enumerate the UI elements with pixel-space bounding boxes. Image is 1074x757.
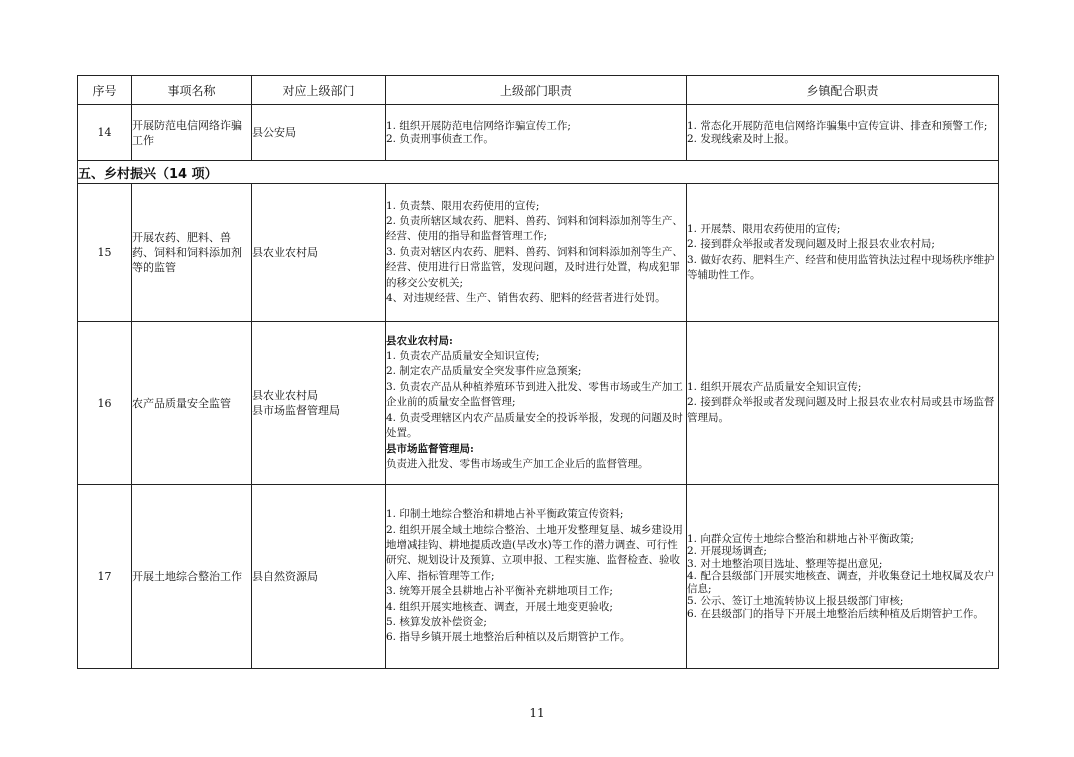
town-line: 2. 接到群众举报或者发现问题及时上报县农业农村局; xyxy=(687,238,935,251)
row-number: 14 xyxy=(78,105,132,161)
town-line: 1. 开展禁、限用农药使用的宣传; xyxy=(687,222,841,235)
item-name: 开展土地综合整治工作 xyxy=(132,485,252,669)
header-item-name: 事项名称 xyxy=(132,76,252,105)
item-name: 开展防范电信网络诈骗工作 xyxy=(132,105,252,161)
dept-name: 县公安局 xyxy=(252,105,386,161)
header-no: 序号 xyxy=(78,76,132,105)
duty-line: 1. 负责禁、限用农药使用的宣传; xyxy=(386,199,540,212)
duty-line: 2. 制定农产品质量安全突发事件应急预案; xyxy=(386,365,582,378)
table-row xyxy=(78,105,999,161)
duty-line: 3. 负责对辖区内农药、肥料、兽药、饲料和饲料添加剂等生产、经营、使用进行日常监管，发现问题，及时进行处置，构成犯罪的移交公安机关; xyxy=(386,245,683,289)
duty-subheading: 县市场监督管理局: xyxy=(386,442,474,455)
row-number: 15 xyxy=(78,184,132,322)
town-line: 6. 在县级部门的指导下开展土地整治后续种植及后期管护工作。 xyxy=(687,607,984,620)
duty-line: 3. 负责农产品从种植养殖环节到进入批发、零售市场或生产加工企业前的质量安全监督管理; xyxy=(386,380,683,409)
table-header-row xyxy=(78,76,999,105)
dept-duty xyxy=(386,322,687,485)
dept-duty xyxy=(386,184,687,322)
duty-line: 负责进入批发、零售市场或生产加工企业后的监督管理。 xyxy=(386,457,649,470)
section-row xyxy=(78,161,999,184)
dept-name xyxy=(252,322,386,485)
section-title: 五、乡村振兴（14 项） xyxy=(78,161,999,184)
duty-subheading: 县农业农村局: xyxy=(386,334,453,347)
table-row xyxy=(78,184,999,322)
item-name: 农产品质量安全监管 xyxy=(132,322,252,485)
town-line: 3. 做好农药、肥料生产、经营和使用监管执法过程中现场秩序维护等辅助性工作。 xyxy=(687,253,995,281)
header-dept-duty: 上级部门职责 xyxy=(386,76,687,105)
town-line: 4. 配合县级部门开展实地核查、调查，并收集登记土地权属及农户信息; xyxy=(687,570,995,595)
town-duty xyxy=(687,485,999,669)
dept-duty xyxy=(386,485,687,669)
page-number: 11 xyxy=(529,706,545,720)
town-line: 1. 向群众宣传土地综合整治和耕地占补平衡政策; xyxy=(687,532,914,545)
duty-line: 2. 组织开展全域土地综合整治、土地开发整理复垦、城乡建设用地增减挂钩、耕地提质改造(旱改水)等工作的潜力调查、可行性研究、规划设计及预算、立项申报、工程实施、监督检查、验收入库、指标管理等工作; xyxy=(386,523,683,582)
header-town-duty: 乡镇配合职责 xyxy=(687,76,999,105)
duty-line: 3. 统筹开展全县耕地占补平衡补充耕地项目工作; xyxy=(386,585,613,598)
town-line: 1. 常态化开展防范电信网络诈骗集中宣传宣讲、排查和预警工作; xyxy=(687,120,988,132)
town-line: 3. 对土地整治项目选址、整理等提出意见; xyxy=(687,557,883,570)
dept-line: 县农业农村局 xyxy=(252,389,318,402)
table-row xyxy=(78,322,999,485)
responsibility-table xyxy=(77,75,999,669)
dept-name: 县农业农村局 xyxy=(252,184,386,322)
duty-line: 1. 负责农产品质量安全知识宣传; xyxy=(386,350,540,363)
dept-line: 县市场监督管理局 xyxy=(252,404,340,417)
town-duty xyxy=(687,322,999,485)
duty-line: 4. 负责受理辖区内农产品质量安全的投诉举报，发现的问题及时处置。 xyxy=(386,411,683,440)
duty-line: 4、对违规经营、生产、销售农药、肥料的经营者进行处罚。 xyxy=(386,292,666,305)
table-row xyxy=(78,485,999,669)
town-line: 5. 公示、签订土地流转协议上报县级部门审核; xyxy=(687,595,904,608)
header-dept: 对应上级部门 xyxy=(252,76,386,105)
town-line: 2. 开展现场调查; xyxy=(687,545,767,558)
row-number: 16 xyxy=(78,322,132,485)
duty-line: 2. 负责所辖区域农药、肥料、兽药、饲料和饲料添加剂等生产、经营、使用的指导和监督管理工作; xyxy=(386,214,683,243)
town-duty xyxy=(687,184,999,322)
dept-duty xyxy=(386,105,687,161)
duty-line: 4. 组织开展实地核查、调查，开展土地变更验收; xyxy=(386,600,613,613)
town-line: 1. 组织开展农产品质量安全知识宣传; xyxy=(687,380,862,393)
item-name: 开展农药、肥料、兽药、饲料和饲料添加剂等的监管 xyxy=(132,184,252,322)
duty-line: 1. 印制土地综合整治和耕地占补平衡政策宣传资料; xyxy=(386,508,624,521)
duty-line: 2. 负责刑事侦查工作。 xyxy=(386,132,494,145)
duty-line: 1. 组织开展防范电信网络诈骗宣传工作; xyxy=(386,120,571,132)
dept-name: 县自然资源局 xyxy=(252,485,386,669)
duty-line: 5. 核算发放补偿资金; xyxy=(386,616,487,629)
row-number: 17 xyxy=(78,485,132,669)
town-line: 2. 接到群众举报或者发现问题及时上报县农业农村局或县市场监督管理局。 xyxy=(687,396,995,424)
town-duty xyxy=(687,105,999,161)
duty-line: 6. 指导乡镇开展土地整治后种植以及后期管护工作。 xyxy=(386,631,631,644)
town-line: 2. 发现线索及时上报。 xyxy=(687,132,795,145)
